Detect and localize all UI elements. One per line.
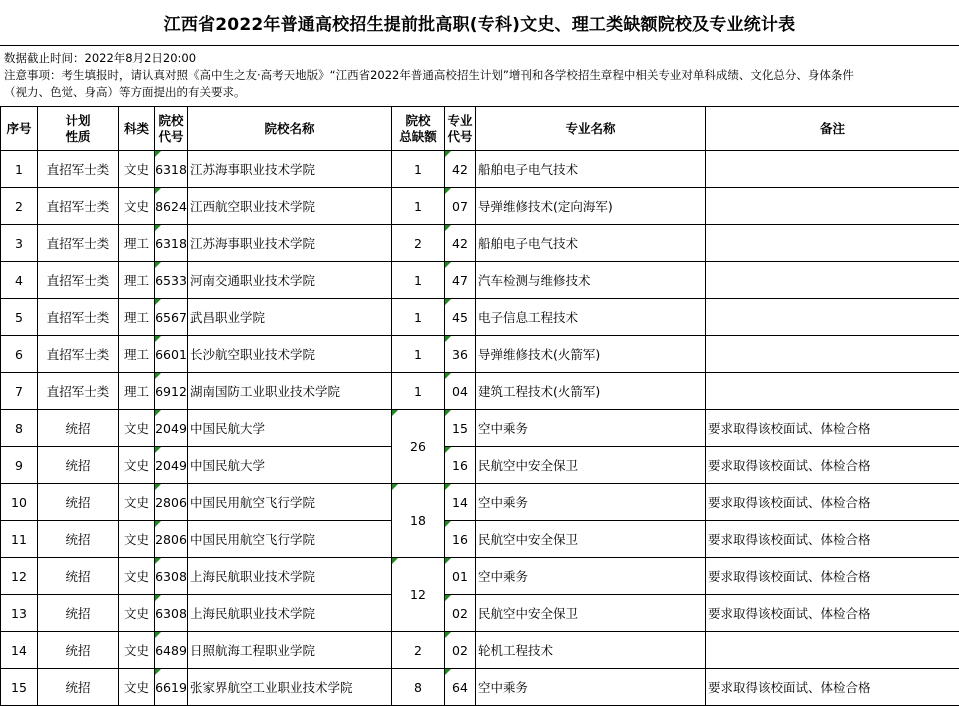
header-plan-type-line2: 性质: [38, 129, 118, 145]
cell-remark: [706, 336, 959, 373]
cell-vacancy-merged: 12: [392, 558, 445, 632]
cell-major-code: 42: [445, 225, 476, 262]
cell-school-name: 中国民航大学: [188, 447, 392, 484]
cell-plan-type: 统招: [38, 595, 119, 632]
table-row: [1, 632, 959, 669]
cell-remark: [706, 373, 959, 410]
cell-seq: 2: [1, 188, 38, 225]
cell-remark: 要求取得该校面试、体检合格: [706, 447, 959, 484]
cell-school-code: 6489: [155, 632, 188, 669]
cell-seq: 14: [1, 632, 38, 669]
cell-remark: 要求取得该校面试、体检合格: [706, 669, 959, 706]
cell-major-code: 01: [445, 558, 476, 595]
header-major-code-line2: 代号: [445, 129, 475, 145]
cell-seq: 4: [1, 262, 38, 299]
notes-block: [0, 50, 959, 101]
cell-remark: 要求取得该校面试、体检合格: [706, 558, 959, 595]
table-row: [1, 373, 959, 410]
cell-major-code: 14: [445, 484, 476, 521]
cell-remark: [706, 299, 959, 336]
cell-school-code: 6619: [155, 669, 188, 706]
cell-school-name: 江苏海事职业技术学院: [188, 225, 392, 262]
cell-remark: 要求取得该校面试、体检合格: [706, 410, 959, 447]
cell-category: 文史: [119, 669, 155, 706]
cell-school-name: 长沙航空职业技术学院: [188, 336, 392, 373]
cell-category: 文史: [119, 558, 155, 595]
note-line-1: 注意事项：考生填报时，请认真对照《高中生之友·高考天地版》“江西省2022年普通高校招生计划”增刊和各学校招生章程中相关专业对单科成绩、文化总分、身体条件: [4, 67, 959, 84]
header-school-code: [155, 107, 188, 151]
table-title: 江西省2022年普通高校招生提前批高职(专科)文史、理工类缺额院校及专业统计表: [0, 0, 959, 46]
cell-plan-type: 直招军士类: [38, 151, 119, 188]
cell-seq: 13: [1, 595, 38, 632]
cell-major-name: 船舶电子电气技术: [476, 225, 706, 262]
cell-school-name: 湖南国防工业职业技术学院: [188, 373, 392, 410]
cell-remark: [706, 262, 959, 299]
cell-school-code: 2049: [155, 410, 188, 447]
cell-plan-type: 直招军士类: [38, 225, 119, 262]
cell-vacancy: 1: [392, 188, 445, 225]
cell-major-code: 16: [445, 521, 476, 558]
cell-category: 理工: [119, 373, 155, 410]
cell-school-name: 江西航空职业技术学院: [188, 188, 392, 225]
cell-major-name: 空中乘务: [476, 410, 706, 447]
header-plan-type: [38, 107, 119, 151]
cell-seq: 15: [1, 669, 38, 706]
cell-major-name: 建筑工程技术(火箭军): [476, 373, 706, 410]
header-major-code-line1: 专业: [445, 113, 475, 129]
cell-major-name: 空中乘务: [476, 484, 706, 521]
header-vacancy: [392, 107, 445, 151]
cell-seq: 8: [1, 410, 38, 447]
cell-vacancy: 1: [392, 151, 445, 188]
cell-seq: 9: [1, 447, 38, 484]
cell-plan-type: 统招: [38, 669, 119, 706]
cell-major-name: 电子信息工程技术: [476, 299, 706, 336]
cell-seq: 10: [1, 484, 38, 521]
cell-plan-type: 统招: [38, 632, 119, 669]
cell-plan-type: 直招军士类: [38, 299, 119, 336]
cell-major-name: 空中乘务: [476, 558, 706, 595]
cell-vacancy-merged: 26: [392, 410, 445, 484]
table-row: [1, 188, 959, 225]
cell-major-name: 轮机工程技术: [476, 632, 706, 669]
cell-school-code: 6308: [155, 595, 188, 632]
cell-seq: 12: [1, 558, 38, 595]
table-row: [1, 521, 959, 558]
cell-major-code: 64: [445, 669, 476, 706]
cell-school-code: 2049: [155, 447, 188, 484]
cell-remark: [706, 151, 959, 188]
cell-category: 文史: [119, 447, 155, 484]
table-row: [1, 336, 959, 373]
header-school-code-line2: 代号: [155, 129, 187, 145]
cell-vacancy: 1: [392, 262, 445, 299]
cell-school-code: 6912: [155, 373, 188, 410]
cell-major-code: 02: [445, 595, 476, 632]
header-plan-type-line1: 计划: [38, 113, 118, 129]
cell-category: 文史: [119, 521, 155, 558]
cell-major-code: 07: [445, 188, 476, 225]
cell-school-name: 河南交通职业技术学院: [188, 262, 392, 299]
cell-major-name: 导弹维修技术(定向海军): [476, 188, 706, 225]
cell-plan-type: 统招: [38, 447, 119, 484]
header-seq: 序号: [1, 107, 38, 151]
cell-plan-type: 统招: [38, 410, 119, 447]
deadline-text: 数据截止时间：2022年8月2日20:00: [4, 50, 959, 67]
cell-remark: 要求取得该校面试、体检合格: [706, 521, 959, 558]
cell-school-name: 中国民用航空飞行学院: [188, 521, 392, 558]
cell-major-code: 36: [445, 336, 476, 373]
cell-school-name: 中国民航大学: [188, 410, 392, 447]
table-row: [1, 299, 959, 336]
cell-major-code: 16: [445, 447, 476, 484]
cell-school-code: 2806: [155, 521, 188, 558]
cell-category: 文史: [119, 410, 155, 447]
cell-vacancy: 8: [392, 669, 445, 706]
cell-vacancy: 1: [392, 299, 445, 336]
table-row: [1, 484, 959, 521]
header-row: [1, 107, 959, 151]
cell-major-name: 民航空中安全保卫: [476, 595, 706, 632]
table-row: [1, 410, 959, 447]
cell-major-name: 导弹维修技术(火箭军): [476, 336, 706, 373]
cell-major-code: 45: [445, 299, 476, 336]
cell-major-code: 04: [445, 373, 476, 410]
cell-seq: 7: [1, 373, 38, 410]
header-vacancy-line1: 院校: [392, 113, 444, 129]
cell-category: 文史: [119, 632, 155, 669]
cell-school-name: 张家界航空工业职业技术学院: [188, 669, 392, 706]
cell-seq: 11: [1, 521, 38, 558]
cell-major-name: 民航空中安全保卫: [476, 447, 706, 484]
cell-major-code: 42: [445, 151, 476, 188]
cell-school-code: 2806: [155, 484, 188, 521]
cell-category: 文史: [119, 484, 155, 521]
header-remark: 备注: [706, 107, 959, 151]
cell-remark: 要求取得该校面试、体检合格: [706, 595, 959, 632]
cell-major-name: 船舶电子电气技术: [476, 151, 706, 188]
cell-school-name: 上海民航职业技术学院: [188, 558, 392, 595]
cell-school-code: 8624: [155, 188, 188, 225]
cell-seq: 1: [1, 151, 38, 188]
cell-school-code: 6567: [155, 299, 188, 336]
cell-category: 文史: [119, 188, 155, 225]
cell-remark: [706, 188, 959, 225]
header-major-name: 专业名称: [476, 107, 706, 151]
cell-major-name: 民航空中安全保卫: [476, 521, 706, 558]
cell-plan-type: 直招军士类: [38, 262, 119, 299]
cell-plan-type: 统招: [38, 521, 119, 558]
table-row: [1, 669, 959, 706]
cell-category: 文史: [119, 151, 155, 188]
cell-remark: [706, 632, 959, 669]
cell-plan-type: 统招: [38, 484, 119, 521]
cell-vacancy: 2: [392, 632, 445, 669]
cell-vacancy-merged: 18: [392, 484, 445, 558]
cell-plan-type: 统招: [38, 558, 119, 595]
table-row: [1, 262, 959, 299]
cell-school-code: 6318: [155, 225, 188, 262]
cell-seq: 6: [1, 336, 38, 373]
cell-school-name: 日照航海工程职业学院: [188, 632, 392, 669]
cell-school-code: 6318: [155, 151, 188, 188]
cell-plan-type: 直招军士类: [38, 188, 119, 225]
cell-plan-type: 直招军士类: [38, 373, 119, 410]
cell-school-code: 6308: [155, 558, 188, 595]
cell-category: 文史: [119, 595, 155, 632]
cell-school-code: 6533: [155, 262, 188, 299]
cell-remark: [706, 225, 959, 262]
cell-major-code: 02: [445, 632, 476, 669]
cell-vacancy: 2: [392, 225, 445, 262]
cell-major-code: 47: [445, 262, 476, 299]
table-row: [1, 151, 959, 188]
cell-school-name: 上海民航职业技术学院: [188, 595, 392, 632]
vacancy-table: [0, 106, 959, 706]
header-school-name: 院校名称: [188, 107, 392, 151]
cell-seq: 5: [1, 299, 38, 336]
cell-remark: 要求取得该校面试、体检合格: [706, 484, 959, 521]
note-line-2: （视力、色觉、身高）等方面提出的有关要求。: [4, 84, 959, 101]
cell-school-name: 中国民用航空飞行学院: [188, 484, 392, 521]
cell-vacancy: 1: [392, 373, 445, 410]
cell-major-name: 汽车检测与维修技术: [476, 262, 706, 299]
cell-school-name: 江苏海事职业技术学院: [188, 151, 392, 188]
cell-school-name: 武昌职业学院: [188, 299, 392, 336]
cell-category: 理工: [119, 225, 155, 262]
table-row: [1, 225, 959, 262]
cell-major-name: 空中乘务: [476, 669, 706, 706]
cell-school-code: 6601: [155, 336, 188, 373]
header-school-code-line1: 院校: [155, 113, 187, 129]
table-row: [1, 447, 959, 484]
cell-major-code: 15: [445, 410, 476, 447]
header-category: 科类: [119, 107, 155, 151]
cell-category: 理工: [119, 299, 155, 336]
table-row: [1, 595, 959, 632]
cell-seq: 3: [1, 225, 38, 262]
cell-plan-type: 直招军士类: [38, 336, 119, 373]
cell-category: 理工: [119, 262, 155, 299]
header-vacancy-line2: 总缺额: [392, 129, 444, 145]
cell-category: 理工: [119, 336, 155, 373]
table-row: [1, 558, 959, 595]
header-major-code: [445, 107, 476, 151]
cell-vacancy: 1: [392, 336, 445, 373]
